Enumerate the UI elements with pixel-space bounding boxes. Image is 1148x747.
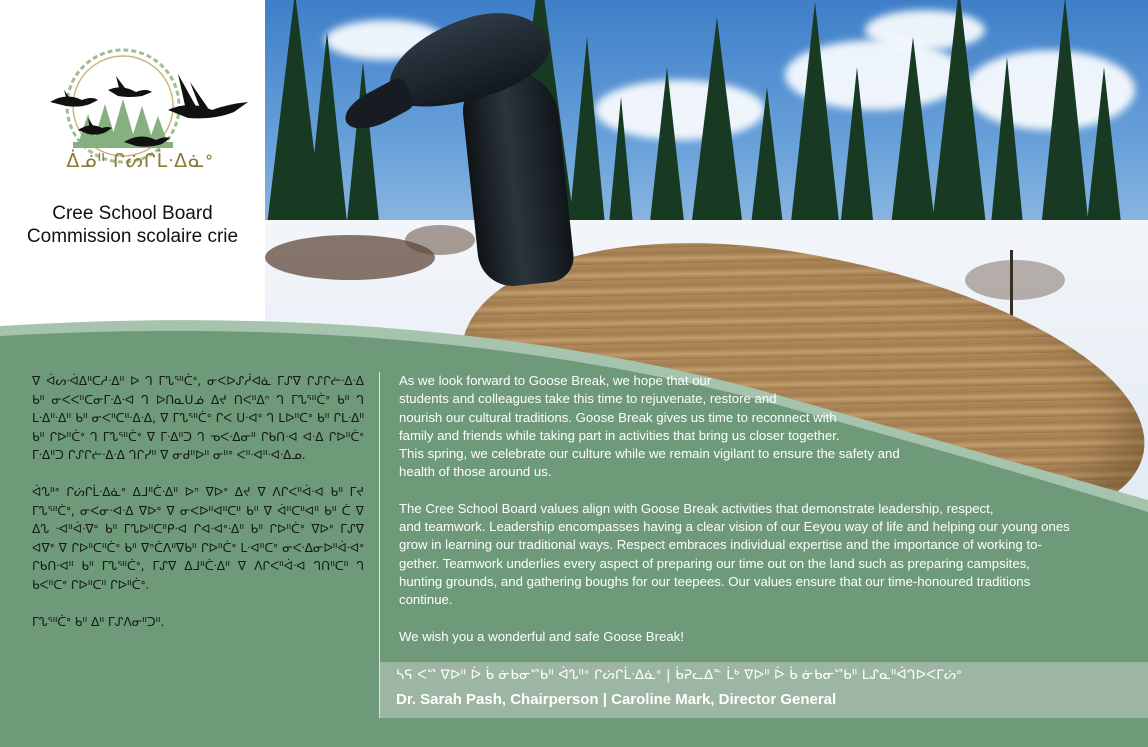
cree-paragraph: ᐋᔐᐦᐤ ᒋᔖᒋᒫᐧᐃᓈᐤ ᐃᒧᐦᑖᐧᐃᐦ ᐅᐢ ᐁᐅᐤ ᐃᔪ ᐁ ᐱᒋᐸᐦᐋᐧᐊ ᑲᐦ ᒥᔪ ᒥᔐᕐᐦᑖᐤ, ᓂᐸᓂᐧᐊᐧᐃ ᐁᐅᐤ ᐁ ᓂᐸᐅᐦᐊᐦᑕᐦ ᑲᐦ ᐁ ᐋᐦᑕᐦᐊᐦ ᑲᐦ ᑖ ᐁ ᐃᔐ ᐧᐊᐦᐋᐧᐁᐤ ᑲᐦ ᒥᔐᐅᐦᑕᐦᑭᐧᐊ ᒋᐊᐧᐊᐤᐧᐃᐦ ᑲᐦ ᒋᐅᐦᑖᐤ ᐁᐅᐤ ᒥᔑᐁ ᐊᐁᐤ ᐁ ᒋᐅᐦᑕᐦᑖᐤ ᑲᐦ ᐁᐢᑖᐱᐦᐁᑲᐦ ᒋᐅᐦᑖᐤ ᒪᐧᐊᐦᑕᐤ ᓂᐸᐧᐃᓂᐅᐦᐋᐧᐊᐤ ᒋᑲᑎᐧᐊᐦ ᑲᐦ ᒥᔐᕐᐦᑖᐤ, ᒥᔑᐁ ᐃᒧᐦᑖᐧᐃᐦ ᐁ ᐱᒋᐸᐦᐋᐧᐊ ᒉᑎᐦᑕᐦ ᒉ ᑲᐸᐦᑕᐤ ᒋᐅᐦᑕᐦ ᒋᐅᐦᑖᐤ. (32, 484, 364, 592)
signature-band (380, 662, 1148, 718)
organization-name (0, 202, 265, 248)
logo-panel (0, 0, 265, 330)
cree-paragraph: ᐁ ᐋᔕᐧᐋᐃᐦᑕᓱᐧᐃᐦ ᐅ ᒉ ᒥᔐᕐᐦᑖᐤ, ᓂᐸᐅᔑᓲᐊᓈ ᒥᔑᐁ ᒋᔑᒋᓖᐧᐃᐧᐃ ᑲᐦ ᓂᐸᐸᐦᑕᓂᒥᐧᐃᐧᐊ ᒉ ᐅᑎᓇᑌᓅ ᐃᔪ ᑎᐸᐦᐃᐢ ᒉ ᒥᔐᕐᐦᑖᐤ ᑲᐦ ᒉ ᒪᐧᐃᐦᐧᐃᐦ ᑲᐦ ᓂᐸᐦᑕᐦᐧᐃᐧᐃ, ᐁ ᒥᔐᕐᐦᑖᐤ ᒋᐸ ᑌᐧᐊᐤ ᒉ ᒪᐅᐦᑕᐤ ᑲᐦ ᒋᒪᐧᐃᐦ ᑲᐦ ᒋᐅᐦᑖᐤ ᒉ ᒥᔐᕐᐦᑖᐤ ᐁ ᒥᐧᐃᐦᑐ ᒉ ᓀᐸᐧᐃᓂᐦ ᒋᑲᑎᐧᐊ ᐊᐧᐃ ᒋᐅᐦᑖᐤ ᒥᐧᐃᐦᑐ ᒋᔑᒋᓖᐧᐃᐧᐃ ᒉᒋᓯᐦ ᐁ ᓂᑯᐦᐅᐦ ᓂᐦᐤ ᐸᐦᐧᐊᐦᐧᐊᐧᐃᓄ. (32, 374, 364, 463)
english-paragraph: As we look forward to Goose Break, we hope that our students and colleagues take this time to rejuvenate, restore and nourish our cultural traditions. Goose Break gives us time to reconnect with family and friends while taking part in activities that bring us closer together. This spring, we celebrate our culture while we remain vigilant to ensure the safety and health of those around us. (399, 373, 900, 480)
logo-syllabics: ᐄᓅᐦ ᒋᔖᒋᒫᐧᐃᓈᐤ (66, 150, 214, 172)
english-message (399, 372, 1119, 664)
cree-paragraph: ᒥᔐᕐᐦᑖᐤ ᑲᐦ ᐃᐦ ᒥᔑᐱᓂᐦᑐᐦ. (32, 614, 165, 629)
signature-names: Dr. Sarah Pash, Chairperson | Caroline Mark, Director General (396, 691, 837, 708)
english-paragraph: The Cree School Board values align with Goose Break activities that demonstrate leadership, respect, and teamwork. Leadership encompasses having a clear vision of our Eeyou way of life and helping our young ones grow in learning our traditional ways. Respect embraces individual expertise and the importance of working to- gether. Teamwork underlies every aspect of preparing our time out on the land such as preparing campsites, hunting grounds, and gathering boughs for our teepees. Our values ensure that our time-honoured traditions continue. (399, 500, 1070, 608)
cree-message (32, 372, 364, 649)
english-paragraph: We wish you a wonderful and safe Goose Break! (399, 628, 684, 644)
org-name-english: Cree School Board (52, 203, 213, 224)
cree-school-board-logo (38, 44, 258, 164)
signature-cree: ᓴᕋ ᐸᔥ ᐁᐅᐦ ᐆ ᑳ ᓃᑲᓂᔥᑲᐦ ᐋᔐᐦᐤ ᒋᔖᒋᒫᐧᐃᓈᐤ | ᑳᕈᓚᐃᓐ ᒫᒃ ᐁᐅᐦ ᐆ ᑳ ᓃᑲᓂᔥᑲᐦ ᒪᔑᓇᐦᐋᒉᐅᐸᒥᔖᐤ (396, 667, 962, 683)
org-name-french: Commission scolaire crie (26, 226, 239, 247)
